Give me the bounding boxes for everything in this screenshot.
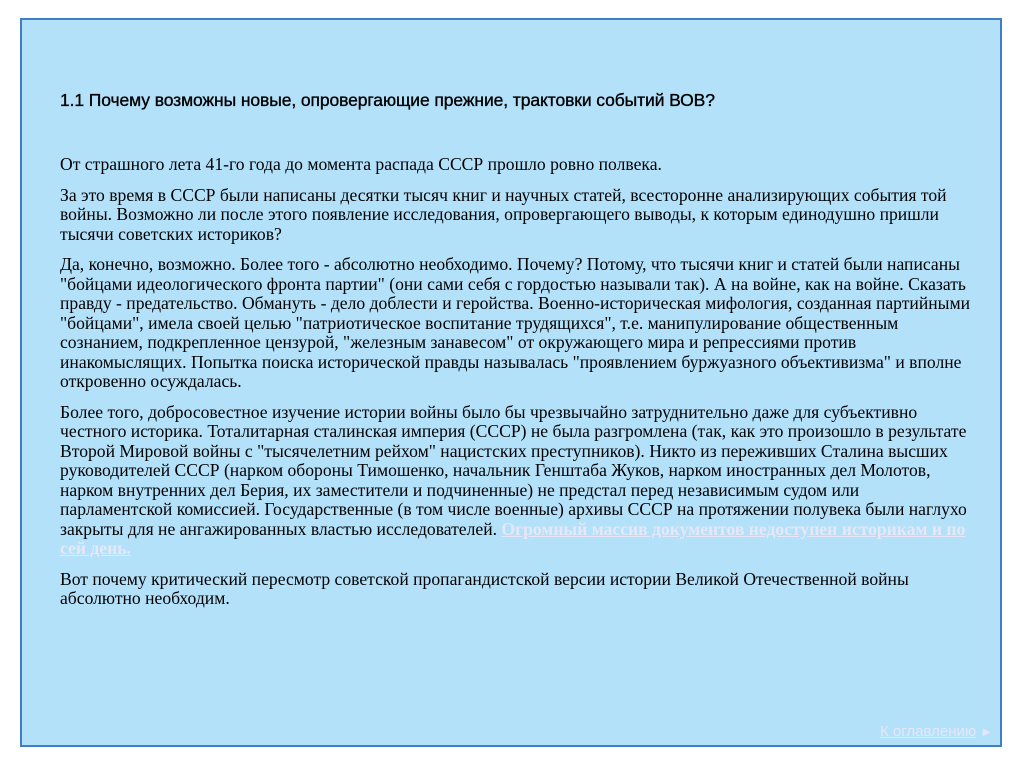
play-arrow-icon: ►	[980, 724, 993, 739]
table-of-contents-label: К оглавлению	[880, 723, 977, 740]
slide-title: 1.1 Почему возможны новые, опровергающие прежние, трактовки событий ВОВ?	[60, 90, 715, 110]
paragraph-4	[60, 403, 972, 559]
slide-body	[60, 155, 972, 620]
documents-link[interactable]: Огромный массив документов недоступен историкам и по сей день.	[60, 518, 966, 558]
slide	[20, 18, 1002, 747]
paragraph-1: От страшного лета 41-го года до момента распада СССР прошло ровно полвека.	[60, 154, 662, 174]
paragraph-4-text: Более того, добросовестное изучение истории войны было бы чрезвычайно затруднительно даже для субъективно честного историка. Тоталитарная сталинская империя (СССР) не была разгромлена (так, как это произошло в результате Второй Мировой войны с "тысячелетним рейхом" нацистских преступников). Никто из переживших Сталина высших руководителей СССР (нарком обороны Тимошенко, начальник Генштаба Жуков, нарком иностранных дел Молотов, нарком внутренних дел Берия, их заместители и подчиненные) не предстал перед независимым судом или парламентской комиссией. Государственные (в том числе военные) архивы СССР на протяжении полувека были наглухо закрыты для не ангажированных властью исследователей.	[60, 401, 967, 539]
paragraph-2: За это время в СССР были написаны десятки тысяч книг и научных статей, всесторонне анализирующих события той войны. Возможно ли после этого появление исследования, опровергающего выводы, к которым единодушно пришли тысячи советских историков?	[60, 184, 947, 244]
paragraph-3: Да, конечно, возможно. Более того - абсолютно необходимо. Почему? Потому, что тысячи книг и статей были написаны "бойцами идеологического фронта партии" (они сами себя с гордостью называли так). А на войне, как на войне. Сказать правду - предательство. Обмануть - дело доблести и геройства. Военно-историческая мифология, созданная партийными "бойцами", имела своей целью "патриотическое воспитание трудящихся", т.е. манипулирование общественным сознанием, подкрепленное цензурой, "железным занавесом" от окружающего мира и репрессиями против инакомыслящих. Попытка поиска исторической правды называлась "проявлением буржуазного объективизма" и вполне откровенно осуждалась.	[60, 254, 971, 391]
table-of-contents-link[interactable]	[880, 723, 993, 740]
paragraph-5: Вот почему критический пересмотр советской пропагандистской версии истории Великой Отечественной войны абсолютно необходим.	[60, 568, 909, 608]
